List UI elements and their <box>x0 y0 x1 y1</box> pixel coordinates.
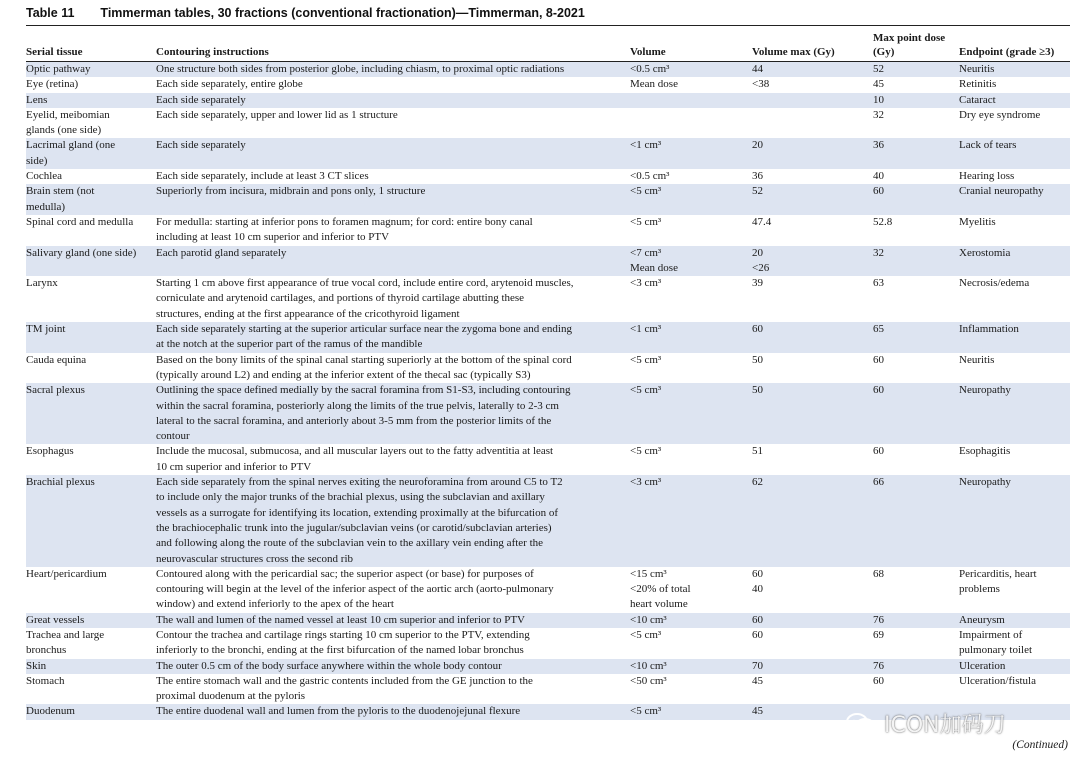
table-body <box>26 62 1070 720</box>
cell-volume <box>630 62 752 78</box>
cell-instructions-line: contouring will begin at the level of the inferior aspect of the aortic arch (aorto-pulmonary <box>156 583 554 596</box>
cell-volume-line: <5 cm³ <box>630 445 662 458</box>
cell-volume-line: <5 cm³ <box>630 384 662 397</box>
cell-volume-max-line: 50 <box>752 384 763 397</box>
cell-volume-max-line: 36 <box>752 170 763 183</box>
cell-endpoint <box>959 93 1070 108</box>
cell-instructions <box>156 62 630 78</box>
cell-instructions-line: Contoured along with the pericardial sac; the superior aspect (or base) for purposes of <box>156 567 534 580</box>
cell-volume-max <box>752 138 873 169</box>
cell-volume <box>630 674 752 705</box>
cell-volume <box>630 353 752 384</box>
cell-tissue-line: Eye (retina) <box>26 78 79 91</box>
cell-volume-line: <5 cm³ <box>630 628 662 641</box>
cell-endpoint <box>959 169 1070 184</box>
cell-instructions-line: Include the mucosal, submucosa, and all muscular layers out to the fatty adventitia at least <box>156 445 554 458</box>
cell-endpoint <box>959 77 1070 92</box>
cell-volume-line: <3 cm³ <box>630 476 662 489</box>
cell-volume-max-line: 39 <box>752 277 763 290</box>
cell-instructions-line: For medulla: starting at inferior pons to foramen magnum; for cord: entire bony canal <box>156 215 533 228</box>
cell-endpoint <box>959 322 1070 353</box>
cell-volume-max-line: <38 <box>752 78 770 91</box>
cell-volume <box>630 322 752 353</box>
cell-tissue <box>26 62 156 78</box>
table-row <box>26 108 1070 139</box>
cell-instructions <box>156 704 630 719</box>
cell-volume-max-line: 70 <box>752 659 763 672</box>
cell-instructions-line: window) and extend inferiorly to the apex of the heart <box>156 598 394 611</box>
wechat-icon <box>846 713 876 735</box>
cell-tissue <box>26 108 156 139</box>
cell-instructions <box>156 169 630 184</box>
cell-volume-line: <50 cm³ <box>630 674 667 687</box>
cell-instructions <box>156 138 630 169</box>
cell-volume <box>630 93 752 108</box>
table-row <box>26 169 1070 184</box>
cell-tissue-line: Trachea and large <box>26 628 105 641</box>
cell-instructions-line: contour <box>156 430 190 443</box>
cell-tissue <box>26 628 156 659</box>
table-title: Timmerman tables, 30 fractions (conventional fractionation)—Timmerman, 8-2021 <box>100 6 585 20</box>
cell-instructions-line: to include only the major trunks of the brachial plexus, using the subclavian and axillary <box>156 491 545 504</box>
cell-volume <box>630 383 752 444</box>
cell-tissue-line: Brachial plexus <box>26 476 95 489</box>
cell-instructions-line: The entire stomach wall and the gastric contents included from the GE junction to the <box>156 674 533 687</box>
cell-volume <box>630 138 752 169</box>
cell-endpoint-line: Lack of tears <box>959 139 1017 152</box>
cell-volume-line: <1 cm³ <box>630 139 662 152</box>
cell-volume-line: <0.5 cm³ <box>630 63 670 75</box>
cell-volume-max-line: 20 <box>752 246 763 259</box>
cell-tissue-line: Skin <box>26 659 47 672</box>
cell-tissue <box>26 322 156 353</box>
cell-max-point-dose: 32 <box>873 108 884 121</box>
cell-max-point-dose: 76 <box>873 659 959 674</box>
cell-instructions <box>156 383 630 444</box>
cell-volume <box>630 613 752 628</box>
cell-volume-line: Mean dose <box>630 78 678 91</box>
cell-instructions-line: Each side separately, entire globe <box>156 78 303 91</box>
cell-volume-max <box>752 628 873 659</box>
cell-volume-max <box>752 184 873 215</box>
table-number: Table 11 <box>26 6 75 20</box>
cell-volume <box>630 169 752 184</box>
table-caption <box>26 6 585 20</box>
table-row <box>26 77 1070 92</box>
cell-tissue-line: Lacrimal gland (one <box>26 139 116 152</box>
cell-endpoint <box>959 246 1070 277</box>
table-row <box>26 613 1070 628</box>
cell-volume-max <box>752 567 873 613</box>
cell-volume-max <box>752 383 873 444</box>
cell-instructions-line: proximal duodenum at the pyloris <box>156 690 306 703</box>
cell-endpoint <box>959 108 1070 139</box>
cell-max-point-dose: 52.8 <box>873 215 893 228</box>
header-contouring-instructions: Contouring instructions <box>156 27 630 62</box>
cell-instructions-line: Each side separately, upper and lower lid as 1 structure <box>156 108 398 121</box>
table-row <box>26 659 1070 674</box>
table-row <box>26 444 1070 475</box>
cell-tissue <box>26 567 156 613</box>
cell-tissue-line: side) <box>26 154 48 167</box>
cell-volume-max-line: 50 <box>752 353 763 366</box>
cell-instructions <box>156 567 630 613</box>
cell-instructions-line: and following along the route of the subclavian vein to the axillary vein ending after the <box>156 537 544 550</box>
table-row <box>26 567 1070 613</box>
cell-tissue <box>26 613 156 628</box>
cell-endpoint <box>959 674 1070 705</box>
cell-volume-line: <3 cm³ <box>630 277 662 290</box>
cell-volume <box>630 184 752 215</box>
cell-instructions <box>156 108 630 139</box>
cell-tissue <box>26 674 156 705</box>
cell-instructions <box>156 322 630 353</box>
cell-tissue-line: bronchus <box>26 644 67 657</box>
cell-max-point-dose: 66 <box>873 475 959 567</box>
cell-tissue-line: Great vessels <box>26 613 85 626</box>
cell-endpoint <box>959 628 1070 659</box>
cell-endpoint-line: problems <box>959 583 1000 596</box>
cell-tissue-line: Sacral plexus <box>26 384 85 397</box>
cell-instructions-line: Each side separately, include at least 3 CT slices <box>156 170 369 183</box>
cell-instructions <box>156 613 630 628</box>
cell-volume-max <box>752 77 873 92</box>
cell-volume <box>630 108 752 139</box>
cell-endpoint-line: Esophagitis <box>959 445 1011 458</box>
continued-note: (Continued) <box>1012 739 1068 751</box>
cell-max-point-dose: 45 <box>873 78 884 91</box>
table-row <box>26 628 1070 659</box>
cell-max-point-dose: 65 <box>873 322 959 353</box>
table-row <box>26 246 1070 277</box>
cell-endpoint <box>959 659 1070 674</box>
cell-volume-max-line: 60 <box>752 567 763 580</box>
cell-instructions <box>156 77 630 92</box>
table-row <box>26 383 1070 444</box>
cell-volume <box>630 628 752 659</box>
table-row <box>26 93 1070 108</box>
cell-instructions-line: at the notch at the superior part of the ramus of the mandible <box>156 338 423 351</box>
cell-tissue-line: Salivary gland (one side) <box>26 246 137 259</box>
cell-tissue-line: Cochlea <box>26 170 63 183</box>
cell-tissue <box>26 659 156 674</box>
cell-volume-line: <5 cm³ <box>630 353 662 366</box>
cell-instructions-line: Based on the bony limits of the spinal canal starting superiorly at the bottom of the spinal cord <box>156 353 572 366</box>
header-row <box>26 27 1070 62</box>
cell-max-point-dose: 52 <box>873 62 959 78</box>
cell-volume-max-line: 60 <box>752 613 763 626</box>
cell-max-point-dose: 69 <box>873 628 884 641</box>
cell-tissue-line: Heart/pericardium <box>26 567 107 580</box>
cell-volume-max <box>752 475 873 567</box>
table-row <box>26 138 1070 169</box>
cell-volume-max-line: 45 <box>752 674 763 687</box>
header-volume-max: Volume max (Gy) <box>752 27 873 62</box>
cell-volume-line: <5 cm³ <box>630 705 662 718</box>
cell-instructions-line: lateral to the sacral foramina, and anteriorly about 3-5 mm from the posterior limits of the <box>156 414 552 427</box>
cell-volume-max-line: 60 <box>752 323 763 336</box>
cell-volume-line: <0.5 cm³ <box>630 170 670 183</box>
header-max-point-dose: Max point dose (Gy) <box>873 27 959 62</box>
cell-tissue <box>26 169 156 184</box>
cell-max-point-dose: 36 <box>873 138 959 169</box>
cell-volume-max <box>752 322 873 353</box>
cell-instructions-line: One structure both sides from posterior globe, including chiasm, to proximal optic radiations <box>156 63 565 75</box>
cell-volume-max <box>752 659 873 674</box>
cell-instructions-line: the brachiocephalic trunk into the jugular/subclavian veins (or carotid/subclavian arteries) <box>156 521 552 534</box>
cell-max-point-dose: 76 <box>873 613 959 628</box>
cell-max-point-dose: 60 <box>873 184 959 215</box>
cell-max-point-dose: 60 <box>873 383 959 444</box>
cell-endpoint <box>959 62 1070 78</box>
cell-endpoint <box>959 184 1070 215</box>
cell-tissue-line: Duodenum <box>26 705 75 718</box>
table-row <box>26 322 1070 353</box>
cell-volume-line: heart volume <box>630 598 688 611</box>
cell-instructions-line: The wall and lumen of the named vessel at least 10 cm superior and inferior to PTV <box>156 613 526 626</box>
cell-volume-line: Mean dose <box>630 261 678 274</box>
cell-volume <box>630 704 752 719</box>
cell-volume-max-line: 52 <box>752 185 763 198</box>
watermark <box>846 708 1006 739</box>
cell-volume <box>630 246 752 277</box>
cell-volume-max-line: 60 <box>752 628 763 641</box>
cell-tissue-line: Spinal cord and medulla <box>26 215 134 228</box>
cell-tissue-line: medulla) <box>26 200 66 213</box>
header-volume: Volume <box>630 27 752 62</box>
cell-endpoint-line: Neuritis <box>959 353 995 366</box>
cell-instructions-line: The outer 0.5 cm of the body surface anywhere within the whole body contour <box>156 659 502 672</box>
timmerman-table <box>26 27 1070 720</box>
cell-endpoint-line: Xerostomia <box>959 246 1011 259</box>
header-endpoint: Endpoint (grade ≥3) <box>959 27 1070 62</box>
cell-volume-max <box>752 246 873 277</box>
cell-instructions <box>156 628 630 659</box>
cell-volume-line: <5 cm³ <box>630 185 662 198</box>
cell-volume-max-line: 47.4 <box>752 215 772 228</box>
cell-endpoint <box>959 383 1070 444</box>
cell-endpoint-line: Neuritis <box>959 63 995 75</box>
cell-volume-max-line: 44 <box>752 63 763 75</box>
cell-endpoint-line: Cranial neuropathy <box>959 185 1044 198</box>
cell-volume-line: <15 cm³ <box>630 567 667 580</box>
cell-max-point-dose: 60 <box>873 674 884 687</box>
table-row <box>26 475 1070 567</box>
cell-instructions <box>156 215 630 246</box>
cell-tissue-line: glands (one side) <box>26 124 102 137</box>
cell-endpoint-line: pulmonary toilet <box>959 644 1033 657</box>
cell-endpoint-line: Ulceration/fistula <box>959 674 1036 687</box>
cell-max-point-dose: 40 <box>873 170 884 183</box>
cell-volume-max <box>752 276 873 322</box>
cell-instructions-line: Superiorly from incisura, midbrain and pons only, 1 structure <box>156 185 426 198</box>
cell-volume-line: <20% of total <box>630 583 691 596</box>
cell-volume-max-line: <26 <box>752 261 770 274</box>
cell-volume-max <box>752 108 873 139</box>
cell-volume <box>630 215 752 246</box>
cell-volume <box>630 567 752 613</box>
cell-instructions-line: including at least 10 cm superior and inferior to PTV <box>156 231 390 244</box>
cell-endpoint-line: Ulceration <box>959 659 1006 672</box>
cell-endpoint <box>959 276 1070 322</box>
cell-max-point-dose: 60 <box>873 353 884 366</box>
cell-instructions-line: Each side separately <box>156 93 246 106</box>
cell-endpoint-line: Aneurysm <box>959 613 1005 626</box>
cell-tissue-line: Brain stem (not <box>26 185 95 198</box>
cell-instructions <box>156 184 630 215</box>
cell-tissue <box>26 276 156 322</box>
cell-tissue-line: Stomach <box>26 674 65 687</box>
cell-volume-max-line: 45 <box>752 705 763 718</box>
cell-tissue <box>26 444 156 475</box>
cell-volume-max-line: 20 <box>752 139 763 152</box>
cell-endpoint-line: Necrosis/edema <box>959 277 1030 290</box>
cell-tissue <box>26 246 156 277</box>
cell-volume-max <box>752 93 873 108</box>
cell-tissue <box>26 184 156 215</box>
watermark-text: ICON加码刀 <box>884 713 1006 738</box>
cell-volume-max <box>752 674 873 705</box>
cell-tissue-line: Larynx <box>26 277 58 290</box>
cell-endpoint <box>959 444 1070 475</box>
cell-volume <box>630 444 752 475</box>
cell-instructions-line: structures, ending at the first appearance of the cricothyroid ligament <box>156 307 460 320</box>
cell-instructions-line: The entire duodenal wall and lumen from the pyloris to the duodenojejunal flexure <box>156 705 521 718</box>
cell-endpoint <box>959 353 1070 384</box>
cell-volume <box>630 659 752 674</box>
cell-instructions-line: corniculate and arytenoid cartilages, and portions of thyroid cartilage abutting these <box>156 292 525 305</box>
cell-instructions-line: within the sacral foramina, posteriorly along the limits of the true pelvis, laterally to 2-3 cm <box>156 399 559 412</box>
cell-volume-max-line: 40 <box>752 583 763 596</box>
cell-volume-max <box>752 353 873 384</box>
cell-tissue <box>26 475 156 567</box>
cell-endpoint <box>959 613 1070 628</box>
table-row <box>26 353 1070 384</box>
cell-instructions <box>156 353 630 384</box>
cell-instructions-line: (typically around L2) and ending at the inferior extent of the thecal sac (typically S3) <box>156 368 531 381</box>
table-row <box>26 62 1070 78</box>
header-serial-tissue: Serial tissue <box>26 27 156 62</box>
cell-endpoint-line: Inflammation <box>959 323 1019 336</box>
cell-volume-max <box>752 215 873 246</box>
cell-volume-max-line: 62 <box>752 476 763 489</box>
cell-tissue <box>26 353 156 384</box>
cell-volume <box>630 475 752 567</box>
cell-endpoint-line: Neuropathy <box>959 476 1011 489</box>
cell-tissue-line: TM joint <box>26 323 66 336</box>
cell-tissue <box>26 77 156 92</box>
cell-tissue-line: Esophagus <box>26 445 74 458</box>
table-row <box>26 215 1070 246</box>
cell-tissue-line: Lens <box>26 93 48 106</box>
cell-max-point-dose: 63 <box>873 277 884 290</box>
cell-tissue <box>26 383 156 444</box>
cell-volume-max-line: 51 <box>752 445 763 458</box>
cell-tissue-line: Cauda equina <box>26 353 87 366</box>
table-row <box>26 276 1070 322</box>
cell-endpoint <box>959 475 1070 567</box>
cell-tissue <box>26 215 156 246</box>
cell-tissue <box>26 93 156 108</box>
cell-volume-line: <10 cm³ <box>630 613 667 626</box>
cell-endpoint-line: Hearing loss <box>959 170 1015 183</box>
cell-endpoint-line: Cataract <box>959 93 996 106</box>
cell-instructions-line: vessels as a surrogate for identifying its location, extending proximally at the bifurcation of <box>156 506 559 519</box>
cell-volume-max <box>752 613 873 628</box>
cell-endpoint-line: Dry eye syndrome <box>959 108 1041 121</box>
cell-instructions-line: Starting 1 cm above first appearance of true vocal cord, include entire cord, arytenoid muscles, <box>156 277 574 290</box>
cell-instructions-line: Each side separately starting at the superior articular surface near the zygoma bone and ending <box>156 323 572 336</box>
cell-tissue <box>26 704 156 719</box>
cell-volume-max <box>752 169 873 184</box>
table-row <box>26 184 1070 215</box>
cell-instructions <box>156 93 630 108</box>
cell-tissue-line: Optic pathway <box>26 63 91 75</box>
cell-instructions-line: inferiorly to the bronchi, ending at the first bifurcation of the named lobar bronchus <box>156 644 524 657</box>
cell-max-point-dose: 10 <box>873 93 959 108</box>
cell-endpoint-line: Impairment of <box>959 628 1023 641</box>
cell-volume-line: <7 cm³ <box>630 246 662 259</box>
cell-instructions <box>156 276 630 322</box>
cell-max-point-dose: 32 <box>873 246 959 277</box>
cell-endpoint-line: Myelitis <box>959 215 996 228</box>
cell-volume-max <box>752 62 873 78</box>
cell-instructions-line: neurovascular structures cross the second rib <box>156 552 354 565</box>
cell-volume-max <box>752 444 873 475</box>
cell-instructions <box>156 475 630 567</box>
cell-endpoint <box>959 138 1070 169</box>
cell-instructions <box>156 444 630 475</box>
cell-volume-line: <5 cm³ <box>630 215 662 228</box>
cell-instructions-line: 10 cm superior and inferior to PTV <box>156 460 312 473</box>
cell-instructions-line: Contour the trachea and cartilage rings starting 10 cm superior to the PTV, extending <box>156 628 530 641</box>
table-row <box>26 674 1070 705</box>
cell-volume-line: <1 cm³ <box>630 323 662 336</box>
cell-max-point-dose: 60 <box>873 445 884 458</box>
cell-endpoint <box>959 215 1070 246</box>
cell-instructions <box>156 674 630 705</box>
cell-tissue <box>26 138 156 169</box>
cell-volume-line: <10 cm³ <box>630 659 667 672</box>
cell-endpoint <box>959 567 1070 613</box>
cell-max-point-dose: 68 <box>873 567 884 580</box>
cell-instructions-line: Each side separately <box>156 139 246 152</box>
cell-instructions-line: Each side separately from the spinal nerves exiting the neuroforamina from around C5 to T2 <box>156 476 563 489</box>
cell-instructions-line: Each parotid gland separately <box>156 246 287 259</box>
cell-endpoint-line: Neuropathy <box>959 384 1011 397</box>
cell-instructions <box>156 659 630 674</box>
cell-volume <box>630 276 752 322</box>
cell-endpoint-line: Retinitis <box>959 78 997 91</box>
top-rule <box>26 25 1070 26</box>
cell-endpoint-line: Pericarditis, heart <box>959 567 1037 580</box>
cell-instructions-line: Outlining the space defined medially by the sacral foramina from S1-S3, including contouring <box>156 384 571 397</box>
cell-tissue-line: Eyelid, meibomian <box>26 108 110 121</box>
cell-instructions <box>156 246 630 277</box>
cell-volume <box>630 77 752 92</box>
